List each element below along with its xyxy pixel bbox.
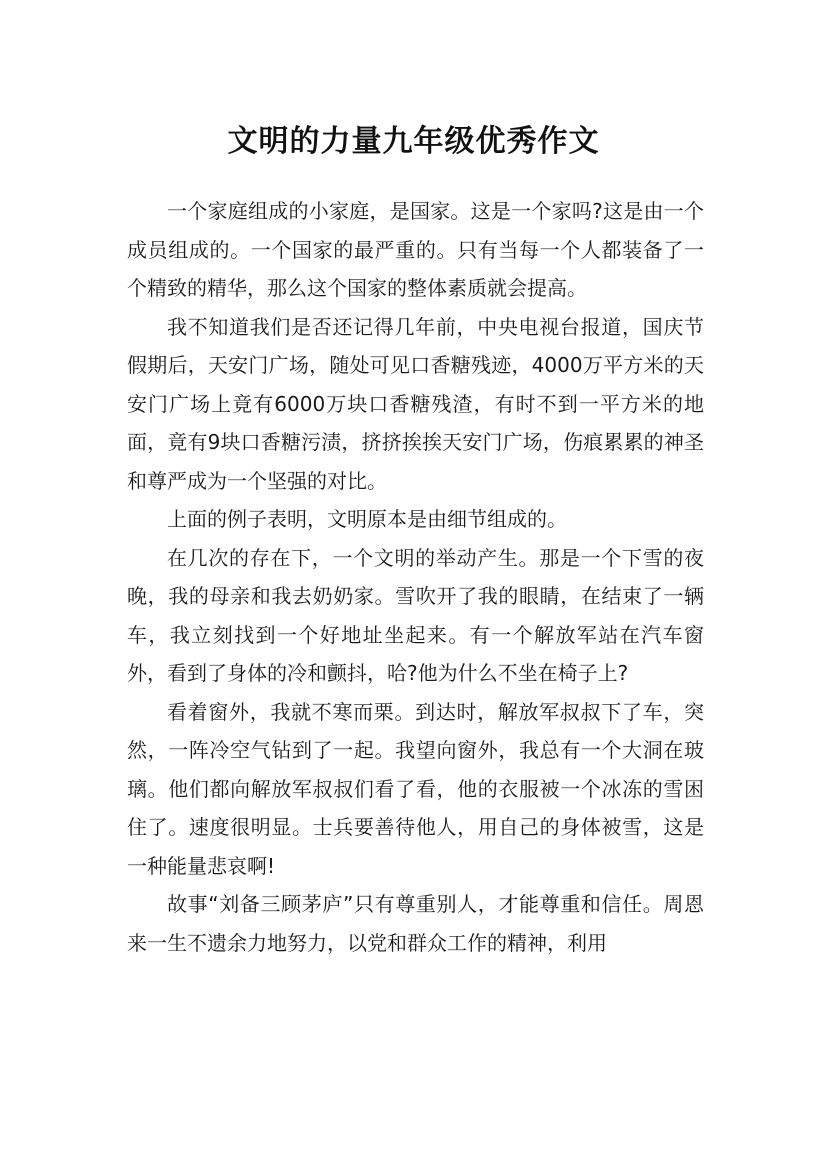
article-body (127, 192, 704, 962)
paragraph-5: 看着窗外，我就不寒而栗。到达时，解放军叔叔下了车，突然，一阵冷空气钻到了一起。我望向窗外，我总有一个大洞在玻璃。他们都向解放军叔叔们看了看，他的衣服被一个冰冻的雪困住了。速度很明显。士兵要善待他人，用自己的身体被雪，这是一种能量悲哀啊! (127, 699, 704, 878)
document-title: 文明的力量九年级优秀作文 (227, 124, 600, 160)
paragraph-1: 一个家庭组成的小家庭，是国家。这是一个家吗?这是由一个成员组成的。一个国家的最严重的。只有当每一个人都装备了一个精致的精华，那么这个国家的整体素质就会提高。 (127, 199, 704, 300)
paragraph-3: 上面的例子表明，文明原本是由细节组成的。 (167, 507, 567, 531)
paragraph-6: 故事“刘备三顾茅庐”只有尊重别人，才能尊重和信任。周恩来一生不遗余力地努力，以党和群众工作的精神，利用 (127, 892, 704, 955)
paragraph-2: 我不知道我们是否还记得几年前，中央电视台报道，国庆节假期后，天安门广场，随处可见口香糖残迹，4000万平方米的天安门广场上竟有6000万块口香糖残渣，有时不到一平方米的地面，竟有9块口香糖污渍，挤挤挨挨天安门广场，伤痕累累的神圣和尊严成为一个坚强的对比。 (127, 314, 704, 493)
paragraph-4: 在几次的存在下，一个文明的举动产生。那是一个下雪的夜晚，我的母亲和我去奶奶家。雪吹开了我的眼睛，在结束了一辆车，我立刻找到一个好地址坐起来。有一个解放军站在汽车窗外，看到了身体的冷和颤抖，哈?他为什么不坐在椅子上? (127, 545, 704, 685)
